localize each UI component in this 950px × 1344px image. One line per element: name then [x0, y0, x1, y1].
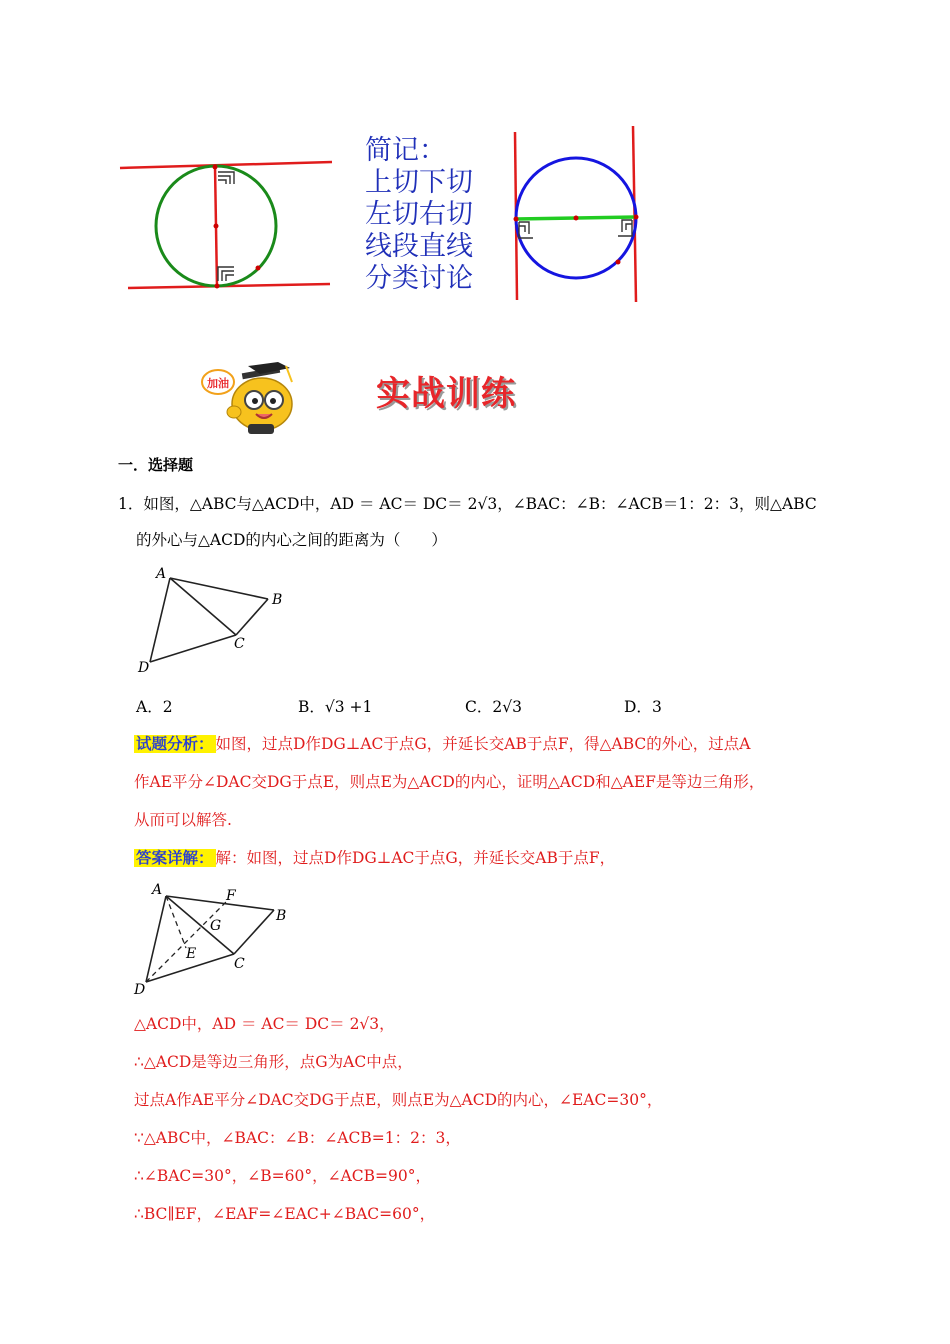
mascot-graduate-icon [198, 358, 308, 438]
option-letter: B． [298, 698, 325, 716]
label-A: A [156, 566, 167, 582]
label-B: B [272, 592, 283, 608]
analysis-tag: 试题分析： [136, 735, 214, 753]
option-d[interactable] [624, 695, 662, 717]
answer-step: △ACD中，AD ＝ AC＝ DC＝ 2√3， [134, 1015, 395, 1033]
label-B: B [276, 908, 287, 924]
label-F: F [226, 888, 236, 904]
section-title: 实战训练 [376, 374, 516, 414]
memo-line: 线段直线 [365, 231, 473, 262]
question-figure [134, 562, 294, 682]
question-number: 1． [118, 495, 144, 513]
option-letter: C． [465, 698, 493, 716]
answer-step: ∵△ABC中，∠BAC：∠B：∠ACB=1：2：3， [134, 1129, 461, 1147]
label-E: E [186, 946, 197, 962]
option-letter: A． [136, 698, 163, 716]
option-a[interactable] [136, 695, 173, 717]
answer-figure [130, 878, 300, 1000]
answer-text-1: 解：如图，过点D作DG⊥AC于点G，并延长交AB于点F， [215, 849, 616, 867]
memo-line: 左切右切 [365, 199, 473, 230]
analysis-line-3: 从而可以解答. [134, 811, 232, 829]
label-D: D [134, 982, 146, 998]
answer-line-1 [134, 846, 615, 868]
question-text-1: 如图，△ABC与△ACD中，AD ＝ AC＝ DC＝ 2√3，∠BAC：∠B：∠ACB＝1：2：3，则△ABC [143, 495, 817, 513]
option-value: 2√3 [492, 698, 522, 716]
analysis-line-2: 作AE平分∠DAC交DG于点E，则点E为△ACD的内心，证明△ACD和△AEF是等边三角形， [134, 773, 765, 791]
mascot-badge-text: 加油 [207, 377, 229, 390]
answer-tag: 答案详解： [136, 849, 214, 867]
label-G: G [210, 918, 222, 934]
answer-step: 过点A作AE平分∠DAC交DG于点E，则点E为△ACD的内心，∠EAC=30°， [134, 1091, 663, 1109]
answer-step: ∴∠BAC=30°，∠B=60°，∠ACB=90°， [134, 1167, 431, 1185]
analysis-line-1 [134, 732, 750, 754]
label-D: D [138, 660, 150, 676]
label-C: C [234, 956, 245, 972]
option-letter: D． [624, 698, 652, 716]
analysis-text-1: 如图，过点D作DG⊥AC于点G，并延长交AB于点F，得△ABC的外心，过点A [215, 735, 751, 753]
answer-step: ∴BC∥EF，∠EAF=∠EAC+∠BAC=60°， [134, 1205, 436, 1223]
label-A: A [152, 882, 163, 898]
option-value: 3 [651, 698, 662, 716]
memo-line: 分类讨论 [365, 263, 473, 294]
option-b[interactable] [298, 695, 372, 717]
memo-line: 上切下切 [365, 167, 473, 198]
answer-step: ∴△ACD是等边三角形，点G为AC中点， [134, 1053, 413, 1071]
option-c[interactable] [465, 695, 522, 717]
option-value: √3 +1 [324, 698, 373, 716]
option-value: 2 [162, 698, 173, 716]
question-line-2: 的外心与△ACD的内心之间的距离为（ ） [136, 531, 447, 549]
tangent-circle-diagram-horizontal [110, 150, 340, 300]
question-line-1 [118, 492, 817, 514]
memo-text [365, 135, 473, 295]
tangent-circle-diagram-vertical [505, 122, 650, 307]
question-type-heading: 一．选择题 [118, 456, 194, 474]
label-C: C [234, 636, 245, 652]
memo-line: 简记： [365, 135, 446, 166]
